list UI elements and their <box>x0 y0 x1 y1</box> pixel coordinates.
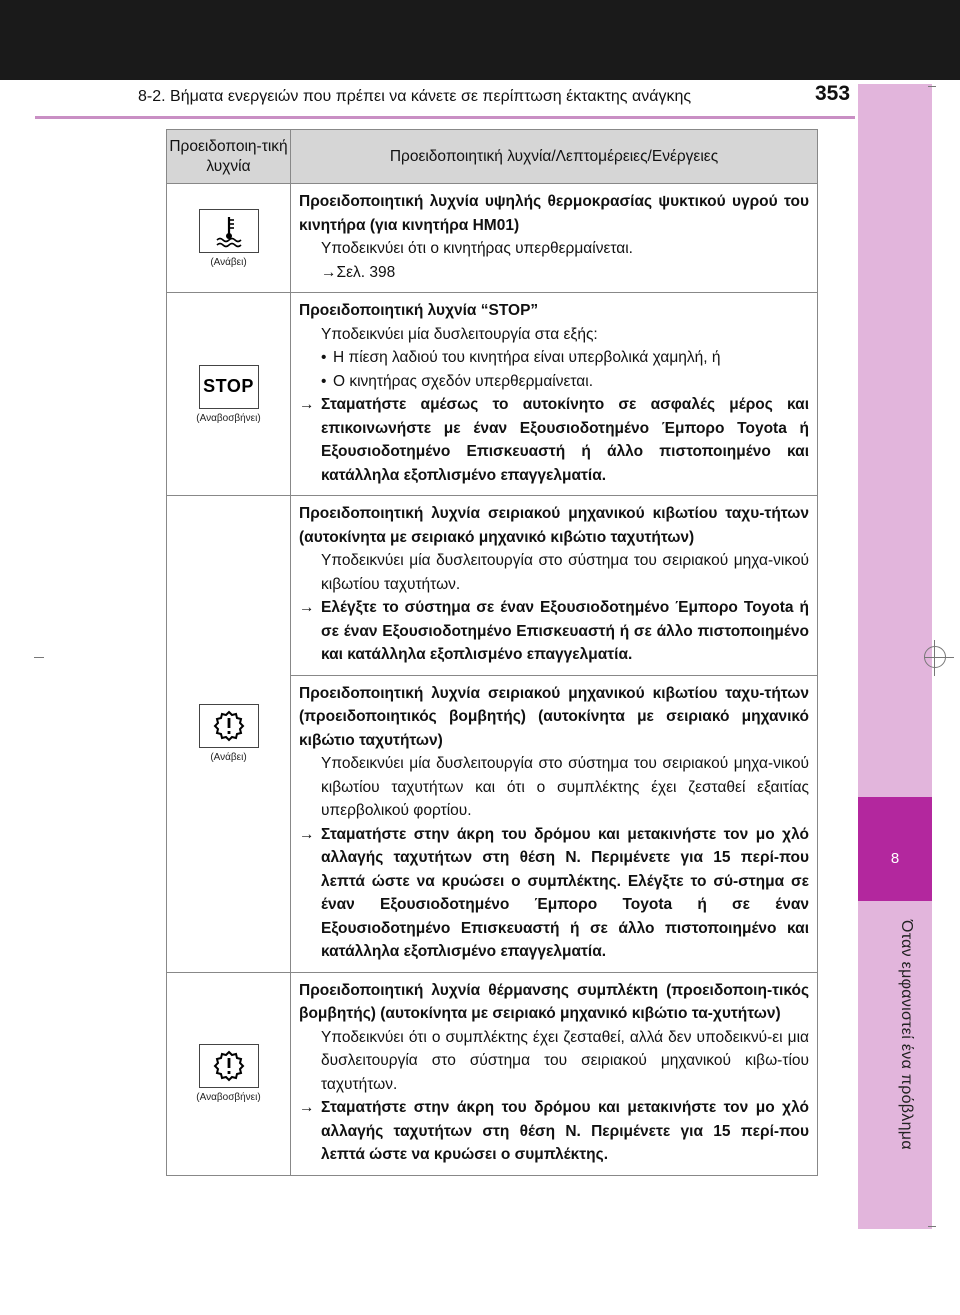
description-cell <box>291 972 818 1175</box>
top-black-band <box>0 0 960 80</box>
required-action: → Σταματήστε αμέσως το αυτοκίνητο σε ασφαλές μέρος και επικοινωνήστε με έναν Εξουσιοδοτημένο Έμπορο Toyota ή Εξουσιοδοτημένο Επισκευαστή ή άλλο πιστοποιημένο και κατάλληλα εξοπλισμένο επαγγελματία. <box>299 393 809 487</box>
required-action: → Σταματήστε στην άκρη του δρόμου και μετακινήστε τον μο χλό αλλαγής ταχυτήτων στη θέση N. Περιμένετε για 15 περί-που λεπτά ώστε να κρυώσει ο συμπλέκτης. Ελέγξτε το σύ-στημα σε έναν Εξουσιοδοτημένο Έμπορο Toyota ή σε έναν Εξουσιοδοτημένο Επισκευαστή ή σε άλλο πιστοποιημένο και κατάλληλα εξοπλισμένο επαγγελματία. <box>299 823 809 964</box>
transmission-warning-icon <box>199 704 259 748</box>
icon-caption: (Αναβοσβήνει) <box>196 1092 261 1103</box>
icon-cell <box>167 972 291 1175</box>
arrow-icon: → <box>321 263 337 281</box>
section-header-title: 8-2. Βήματα ενεργειών που πρέπει να κάνετε σε περίπτωση έκτακτης ανάγκης <box>138 88 692 105</box>
arrow-icon: → <box>299 1099 315 1116</box>
warning-title: Προειδοποιητική λυχνία σειριακού μηχανικού κιβωτίου ταχυ-τήτων (προειδοποιητικός βομβητής) (αυτοκίνητα με σειριακό μηχανικό κιβώτιο ταχυτήτων) <box>299 684 809 749</box>
required-action: → Ελέγξτε το σύστημα σε έναν Εξουσιοδοτημένο Έμπορο Toyota ή σε έναν Εξουσιοδοτημένο Επισκευαστή ή σε άλλο πιστοποιημένο και κατάλληλα εξοπλισμένο επαγγελματία. <box>299 596 809 667</box>
icon-caption: (Αναβοσβήνει) <box>196 412 261 424</box>
description-cell <box>291 293 818 496</box>
warning-description: Υποδεικνύει μία δυσλειτουργία στο σύστημα του σειριακού μηχα-νικού κιβωτίου ταχυτήτων. <box>321 552 809 593</box>
chapter-title: Όταν εμφανιστεί ένα πρόβλημα <box>898 920 915 1150</box>
clutch-warning-icon <box>199 1044 259 1088</box>
crop-circle <box>924 646 946 668</box>
crop-mark <box>928 1226 936 1227</box>
chapter-tab-active <box>858 797 932 901</box>
bullet-icon: • <box>321 349 327 366</box>
crop-mark <box>928 86 936 87</box>
icon-cell <box>167 496 291 973</box>
arrow-icon: → <box>299 396 315 413</box>
arrow-icon: → <box>299 599 315 616</box>
warning-description: Υποδεικνύει ότι ο κινητήρας υπερθερμαίνεται. <box>321 240 633 257</box>
table-row <box>167 293 818 496</box>
bullet-icon: • <box>321 372 327 390</box>
col-warning-light-header: Προειδοποιη-τική λυχνία <box>167 130 291 184</box>
page-reference-link[interactable]: Σελ. 398 <box>336 263 396 281</box>
table-row <box>167 184 818 293</box>
warning-description: Υποδεικνύει ότι ο συμπλέκτης έχει ζεσταθεί, αλλά δεν υποδεικνύ-ει μια δυσλειτουργία στο σύστημα του σειριακού μηχανικού κιβω-τίου ταχυτήτων. <box>321 1028 809 1093</box>
bullet-item: • Η πίεση λαδιού του κινητήρα είναι υπερβολικά χαμηλή, ή <box>299 346 809 370</box>
icon-caption: (Ανάβει) <box>210 256 247 268</box>
description-cell <box>291 496 818 676</box>
warning-description: Υποδεικνύει μία δυσλειτουργία στα εξής: <box>321 325 598 343</box>
description-cell <box>291 675 818 972</box>
chapter-number: 8 <box>890 850 900 867</box>
icon-caption: (Ανάβει) <box>210 752 247 764</box>
warning-title: Προειδοποιητική λυχνία υψηλής θερμοκρασίας ψυκτικού υγρού του κινητήρα (για κινητήρα HM01) <box>299 193 809 234</box>
warning-lights-table <box>166 129 818 1176</box>
icon-cell <box>167 293 291 496</box>
table-row <box>167 496 818 676</box>
table-header-row <box>167 130 818 184</box>
warning-title: Προειδοποιητική λυχνία σειριακού μηχανικού κιβωτίου ταχυ-τήτων (αυτοκίνητα με σειριακό μηχανικό κιβώτιο ταχυτήτων) <box>299 505 809 546</box>
crop-mark <box>934 640 935 676</box>
page-number: 353 <box>815 82 851 105</box>
header-divider <box>35 116 855 119</box>
arrow-icon: → <box>299 825 315 843</box>
warning-description: Υποδεικνύει μία δυσλειτουργία στο σύστημα του σειριακού μηχα-νικού κιβωτίου ταχυτήτων και ότι ο συμπλέκτης έχει ζεσταθεί εξαιτίας υπερβολικού φορτίου. <box>321 755 809 819</box>
stop-icon <box>199 365 259 409</box>
table-row <box>167 972 818 1175</box>
icon-cell <box>167 184 291 293</box>
page-reference <box>299 261 809 285</box>
required-action: → Σταματήστε στην άκρη του δρόμου και μετακινήστε τον μο χλό αλλαγής ταχυτήτων στη θέση N. Περιμένετε για 15 περί-που λεπτά ώστε να κρυώσει ο συμπλέκτης. <box>299 1096 809 1167</box>
warning-title: Προειδοποιητική λυχνία “STOP” <box>299 302 539 319</box>
bullet-item: • Ο κινητήρας σχεδόν υπερθερμαίνεται. <box>299 370 809 394</box>
crop-mark <box>34 657 44 658</box>
warning-title: Προειδοποιητική λυχνία θέρμανσης συμπλέκτη (προειδοποιη-τικός βομβητής) (αυτοκίνητα με σειριακό μηχανικό κιβώτιο τα-χυτήτων) <box>299 981 809 1022</box>
description-cell <box>291 184 818 293</box>
col-details-header: Προειδοποιητική λυχνία/Λεπτομέρειες/Ενέργειες <box>291 130 818 184</box>
stop-icon-text: STOP <box>203 376 254 396</box>
coolant-temperature-icon <box>199 209 259 253</box>
